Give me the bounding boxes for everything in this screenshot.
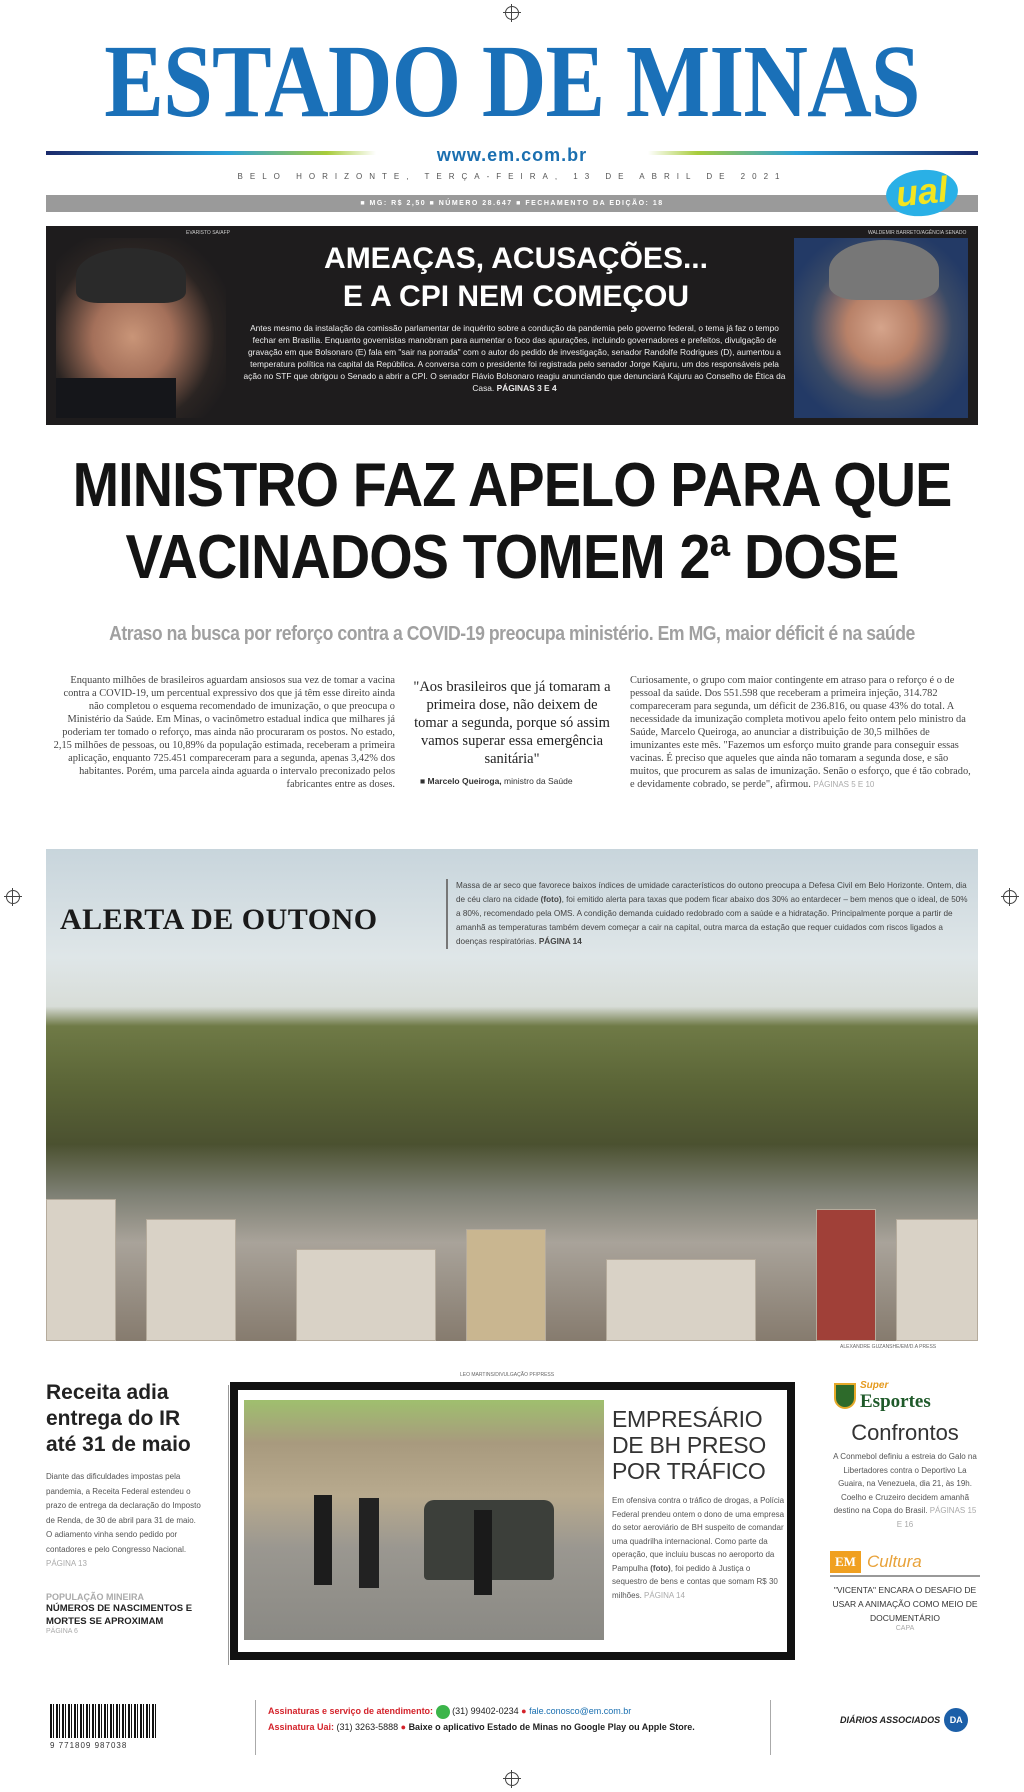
column-divider bbox=[228, 1385, 229, 1665]
phone: (31) 99402-0234 bbox=[452, 1706, 519, 1716]
whatsapp-icon bbox=[436, 1705, 450, 1719]
photo-ref: (foto) bbox=[650, 1563, 671, 1573]
police-photo bbox=[244, 1400, 604, 1640]
photo-credit: LEO MARTINS/DIVULGAÇÃO PF/PRESS bbox=[460, 1372, 555, 1378]
main-story-column-1: Enquanto milhões de brasileiros aguardam ansiosos sua vez de tomar a vacina contra a COVID-19, um percentual expressivo dos que já têm esse direito ainda não completou o esquema recomendado de imunização, o que preocupa o Ministério da Saúde. Em Minas, o vacinômetro estadual indica que milhares já poderiam ter tomado o reforço, mas ainda não procuraram os postos. No estado, 2,15 milhões de pessoas, ou 10,89% da população estimada, receberam a primeira aplicação, enquanto 725.451 compareceram para a segunda, apenas 3,42% dos habitantes. Porém, uma parcela ainda aguarda o intervalo preconizado pelos fabricantes entre as doses. bbox=[53, 675, 395, 790]
top-story-headline bbox=[246, 240, 786, 316]
body-text: Antes mesmo da instalação da comissão parlamentar de inquérito sobre a condução da pandemia pelo governo federal, o tema já faz o tempo fechar em Brasília. Enquanto governistas manobram para aumentar o foco das apurações, incluindo governadores e prefeitos, divulgação de gravação em que Bolsonaro (E) fala em "sair na porrada" com o autor do pedido de investigação, senador Randolfe Rodrigues (D), aumentou a temperatura política na capital da República. A conversa com o presidente foi registrada pelo senador Jorge Kajuru, um dos responsáveis pela ação no STF que obrigou o Senado a abrir a CPI. O senador Flávio Bolsonaro reagiu anunciando que denunciará Kajuru ao Conselho de Ética da Casa. bbox=[243, 323, 786, 393]
registration-mark bbox=[505, 6, 519, 20]
body-text: , foi pedido à Justiça o sequestro de bens e contas que somam R$ 30 milhões. bbox=[612, 1563, 778, 1600]
headline-line: AMEAÇAS, ACUSAÇÕES... bbox=[324, 242, 708, 275]
photo-ref: (foto) bbox=[540, 895, 562, 904]
app-text: Baixe o aplicativo Estado de Minas no Google Play ou Apple Store. bbox=[408, 1722, 695, 1732]
kicker: POPULAÇÃO MINEIRA bbox=[46, 1591, 145, 1602]
body-text: A Conmebol definiu a estreia do Galo na Libertadores contra o Deportivo La Guaira, na Venezuela, dia 21, às 19h. Coelho e Cruzeiro decidem amanhã destino na Copa do Brasil. bbox=[833, 1452, 977, 1515]
right-column bbox=[830, 1380, 980, 1632]
alert-title: ALERTA DE OUTONO bbox=[60, 903, 378, 936]
police-story-box bbox=[230, 1382, 795, 1660]
body-text: Massa de ar seco que favorece baixos índices de umidade característicos do outono preocupa a Defesa Civil em Belo Horizonte. Ontem, dia de céu claro na cidade bbox=[456, 881, 967, 904]
police-headline: EMPRESÁRIO DE BH PRESO POR TRÁFICO bbox=[612, 1406, 766, 1484]
body-text: , foi emitido alerta para taxas que podem ficar abaixo dos 30% ao entardecer – bem menos que o ideal, de 50% a 80%, recomendado pela OMS. A condição demanda cuidado redobrado com a saúde e a hidratação. Principalmente porque a partir de amanhã as temperaturas também devem começar a cair na capital, outra marca da estação que requer cuidados com riscos ligados a doenças respiratórias. bbox=[456, 895, 968, 946]
site-url[interactable]: www.em.com.br bbox=[436, 145, 588, 165]
building bbox=[896, 1219, 978, 1341]
page-ref: CAPA bbox=[895, 1625, 915, 1632]
page-ref: PÁGINA 6 bbox=[46, 1627, 78, 1635]
officer bbox=[359, 1498, 379, 1588]
logo-text: Esportes bbox=[860, 1391, 931, 1412]
diarios-associados-logo bbox=[840, 1708, 968, 1732]
da-logo: DA bbox=[944, 1708, 968, 1732]
page-ref: PÁGINA 13 bbox=[46, 1559, 87, 1568]
photo-credit: WALDEMIR BARRETO/AGÊNCIA SENADO bbox=[868, 230, 967, 236]
police-body bbox=[612, 1494, 786, 1602]
cultura-brief: "VICENTA" ENCARA O DESAFIO DE USAR A ANIMAÇÃO COMO MEIO DE DOCUMENTÁRIO bbox=[832, 1585, 978, 1623]
building bbox=[296, 1249, 436, 1341]
column-divider bbox=[255, 1700, 256, 1755]
randolfe-photo bbox=[794, 238, 968, 418]
email-link[interactable]: fale.conosco@em.com.br bbox=[529, 1706, 632, 1716]
confrontos-body bbox=[830, 1450, 980, 1531]
officer bbox=[314, 1495, 332, 1585]
label: Assinatura Uai: bbox=[268, 1722, 335, 1732]
barcode bbox=[50, 1704, 158, 1738]
cultura-logo bbox=[830, 1551, 980, 1577]
column-divider bbox=[770, 1700, 771, 1755]
body-text: Em ofensiva contra o tráfico de drogas, a Polícia Federal prendeu ontem o dono de uma empresa do setor aeroviário de BH suspeito de comandar uma quadrilha internacional. Como parte da operação, que incluiu buscas no aeroporto da Pampulha bbox=[612, 1496, 785, 1573]
page-ref: PÁGINA 14 bbox=[644, 1590, 685, 1600]
shield-icon bbox=[834, 1383, 856, 1409]
headline-line: E A CPI NEM COMEÇOU bbox=[342, 280, 690, 313]
police-story-text bbox=[612, 1406, 786, 1602]
logo-text: Cultura bbox=[866, 1552, 922, 1571]
bolsonaro-photo bbox=[56, 238, 226, 418]
brand-text: DIÁRIOS ASSOCIADOS bbox=[840, 1715, 941, 1725]
top-story-body bbox=[242, 322, 787, 394]
receita-headline: Receita adia entrega do IR até 31 de maio bbox=[46, 1381, 191, 1456]
main-subtitle: Atraso na busca por reforço contra a COVID-19 preocupa ministério. Em MG, maior déficit é na saúde bbox=[109, 623, 915, 645]
dateline: BELO HORIZONTE, TERÇA-FEIRA, 13 DE ABRIL DE 2021 bbox=[237, 172, 787, 181]
registration-mark bbox=[1003, 890, 1017, 904]
building bbox=[816, 1209, 876, 1341]
building bbox=[46, 1199, 116, 1341]
ual-logo: ual bbox=[884, 166, 960, 219]
body-text: Diante das dificuldades impostas pela pandemia, a Receita Federal estendeu o prazo de entrega da declaração do Imposto de Renda, de 30 de abril para 31 de maio. O adiamento vinha sendo pedido por contadores e pelo Congresso Nacional. bbox=[46, 1472, 201, 1554]
body-text: Curiosamente, o grupo com maior contingente em atraso para o reforço é o de pessoal da saúde. Dos 551.598 que receberam a primeira injeção, 314.782 compareceram para segunda, um déficit de 236.816, ou quase 43% do total. A necessidade da imunização completa motivou apelo feito ontem pelo ministro da Saúde, Marcelo Queiroga, ao anunciar a distribuição de 30,5 milhões de imunizantes este mês. "Fazemos um esforço muito grande para conseguir essas vacinas. É preciso que aqueles que ainda não tomaram a segunda dose, e são muitos, que procurem as salas de imunização. Senão o esforço, que é tão cobrado, e devidamente cobrado, se perde", afirmou. bbox=[630, 675, 971, 790]
registration-mark bbox=[6, 890, 20, 904]
confrontos-headline: Confrontos bbox=[851, 1420, 959, 1445]
registration-mark bbox=[505, 1772, 519, 1786]
label: Assinaturas e serviço de atendimento: bbox=[268, 1706, 434, 1716]
quote-author: ■ Marcelo Queiroga, ministro da Saúde bbox=[420, 776, 573, 786]
info-bar: ■ MG: R$ 2,50 ■ NÚMERO 28.647 ■ FECHAMENTO DA EDIÇÃO: 18 bbox=[46, 195, 978, 212]
barcode-number: 9 771809 987038 bbox=[50, 1741, 128, 1750]
author-name: Marcelo Queiroga, bbox=[427, 776, 502, 786]
pull-quote-block bbox=[412, 678, 612, 786]
em-logo: EM bbox=[830, 1551, 861, 1573]
building bbox=[606, 1259, 756, 1341]
page-ref: PÁGINAS 15 E 16 bbox=[896, 1506, 977, 1529]
logo-text: Super bbox=[860, 1380, 889, 1391]
receita-body bbox=[46, 1470, 201, 1572]
photo-credit: EVARISTO SA/AFP bbox=[186, 230, 230, 236]
author-role: ministro da Saúde bbox=[504, 776, 573, 786]
headline-line: MINISTRO FAZ APELO PARA QUE bbox=[72, 451, 952, 520]
headline-line: VACINADOS TOMEM 2ª DOSE bbox=[125, 523, 899, 592]
officer bbox=[474, 1510, 492, 1595]
masthead-title: ESTADO DE MINAS bbox=[104, 24, 920, 139]
super-esportes-logo bbox=[830, 1380, 980, 1412]
page-ref: PÁGINAS 5 E 10 bbox=[813, 780, 875, 789]
alert-photo-feature bbox=[46, 849, 978, 1341]
brief-headline: NÚMEROS DE NASCIMENTOS E MORTES SE APROXIMAM bbox=[46, 1602, 193, 1627]
phone: (31) 3263-5888 bbox=[336, 1722, 399, 1732]
top-story-box bbox=[46, 226, 978, 425]
pull-quote: "Aos brasileiros que já tomaram a primeira dose, não deixem de tomar a segunda, porque só assim vamos superar essa emergência sanitária" bbox=[413, 679, 611, 767]
page-ref: PÁGINAS 3 E 4 bbox=[496, 383, 557, 393]
left-column bbox=[46, 1380, 201, 1635]
main-story-column-3 bbox=[630, 674, 975, 791]
page-ref: PÁGINA 14 bbox=[538, 937, 582, 946]
alert-body bbox=[446, 879, 971, 949]
building bbox=[146, 1219, 236, 1341]
photo-credit: ALEXANDRE GUZANSHE/EM/D.A PRESS bbox=[840, 1344, 937, 1350]
main-headline bbox=[73, 450, 952, 594]
building bbox=[466, 1229, 546, 1341]
subscription-info: Assinaturas e serviço de atendimento: (31) 99402-0234 ● fale.conosco@em.com.br Assinatura Uai: (31) 3263-5888 ● Baixe o aplicativo Estado de Minas no Google Play ou Apple Store. bbox=[268, 1706, 695, 1732]
